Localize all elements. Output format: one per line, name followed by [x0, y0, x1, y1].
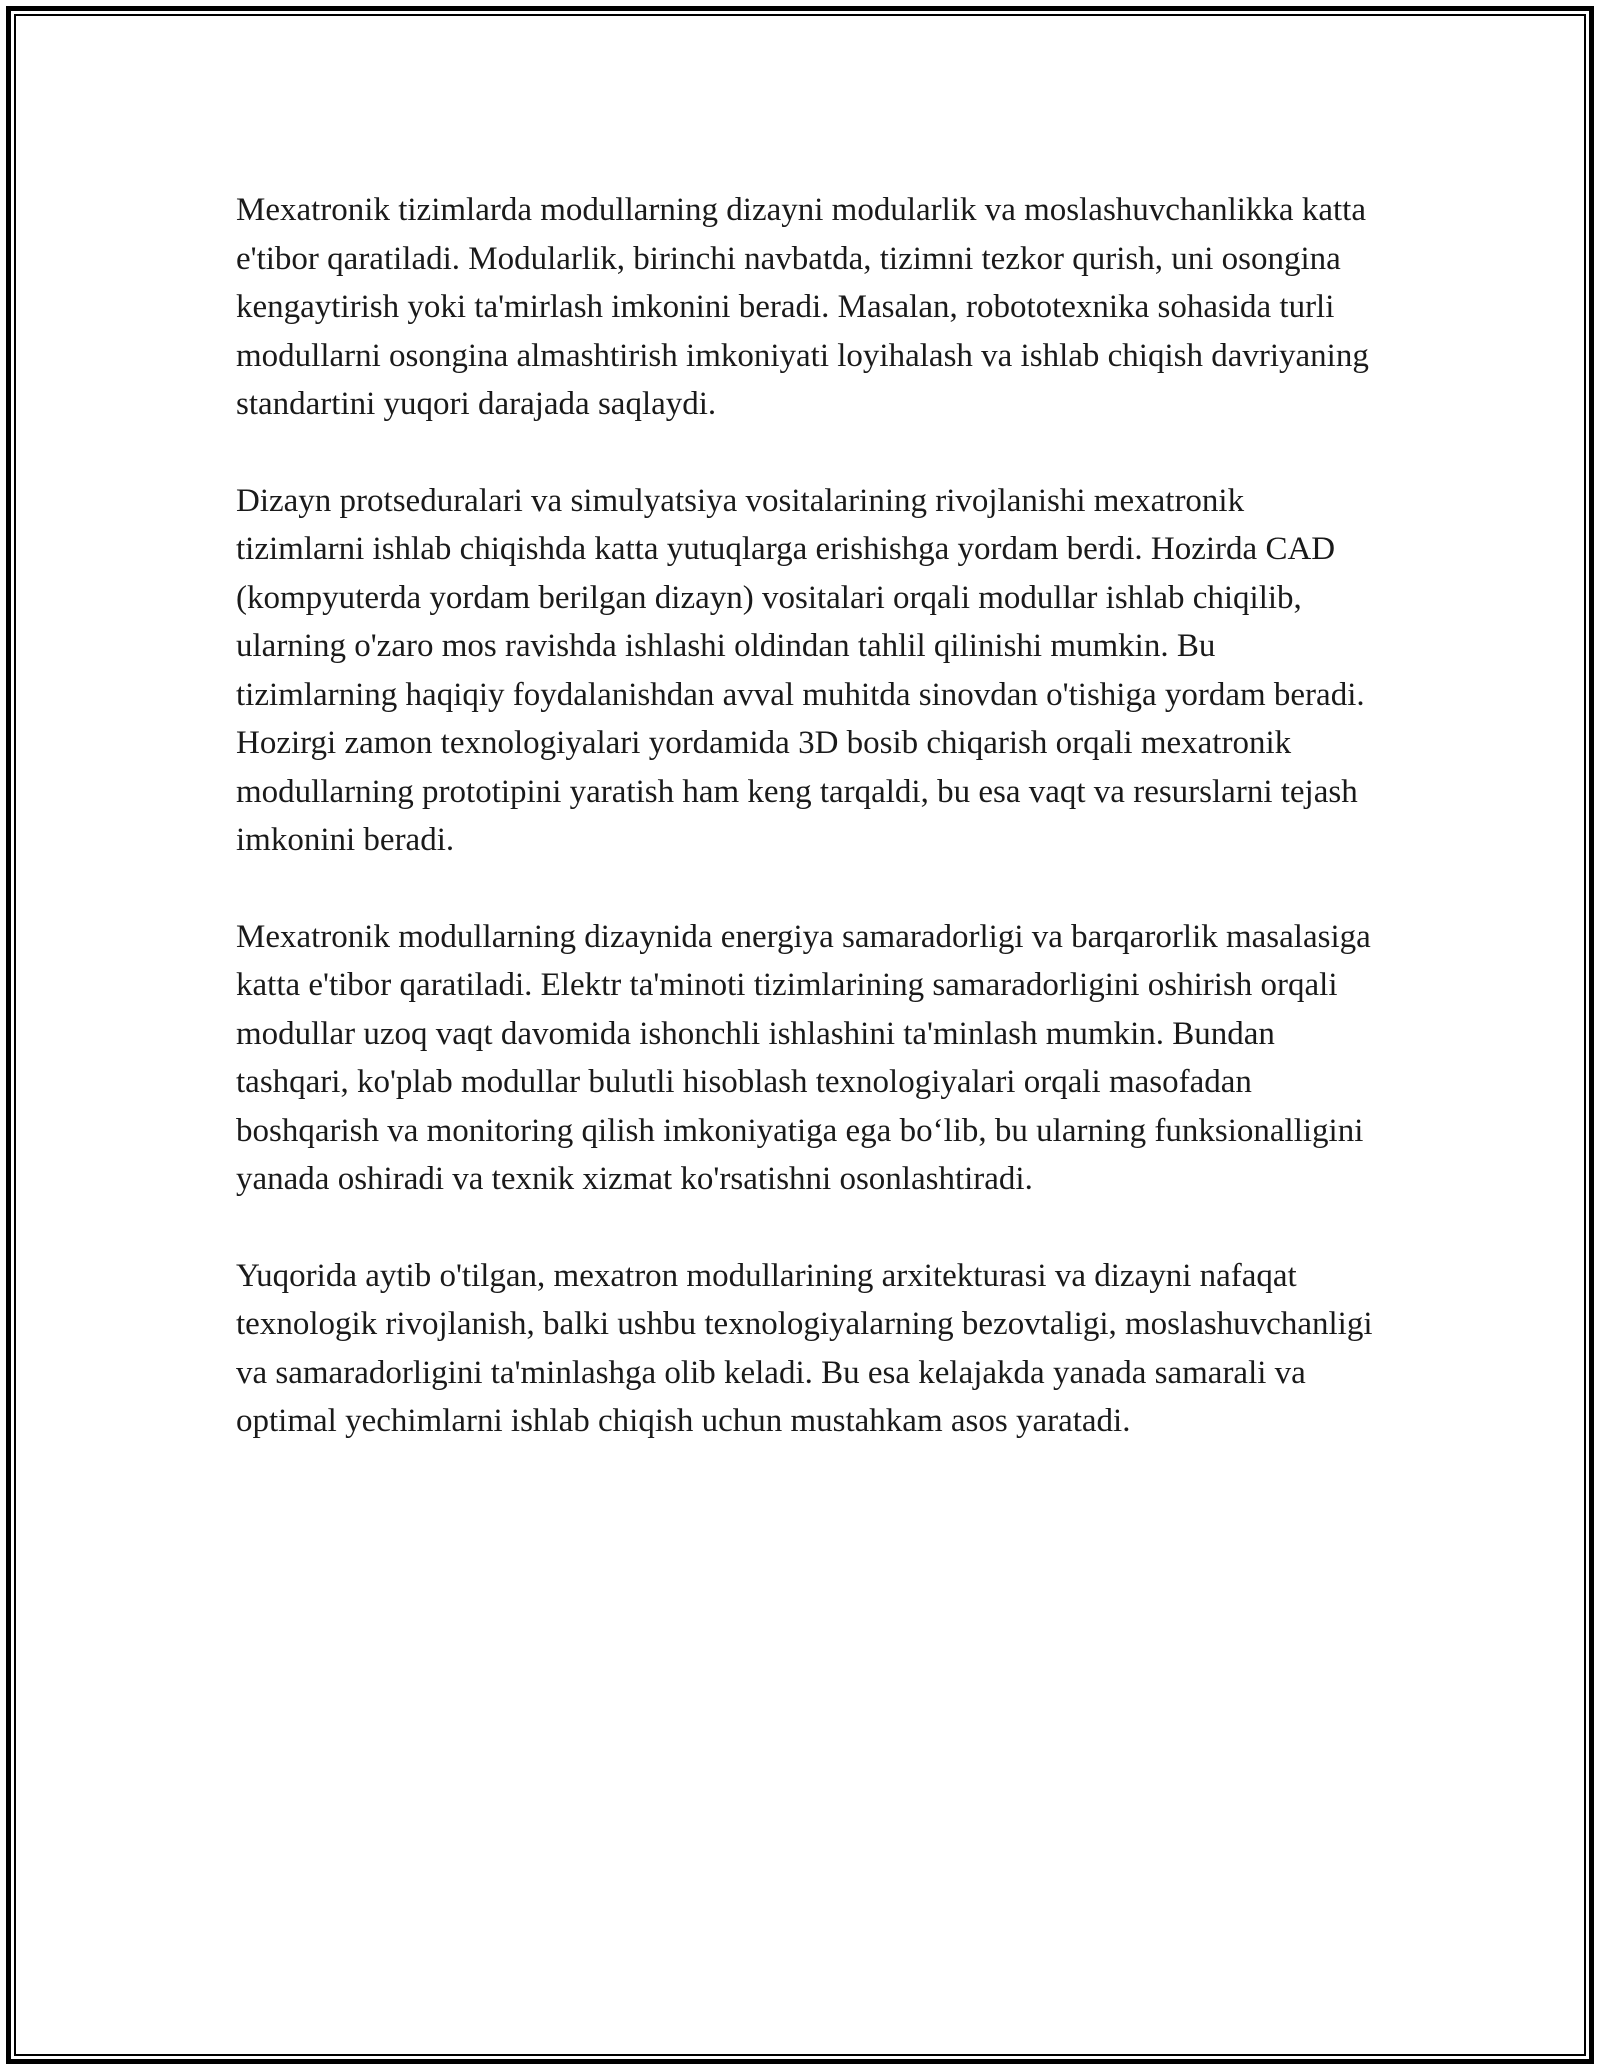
paragraph-1: Mexatronik tizimlarda modullarning dizayni modularlik va moslashuvchanlikka katta e'tibor qaratiladi. Modularlik, birinchi navbatda, tizimni tezkor qurish, uni osongina kengaytirish yoki ta'mirlash imkonini beradi. Masalan, robototexnika sohasida turli modullarni osongina almashtirish imkoniyati loyihalash va ishlab chiqish davriyaning standartini yuqori darajada saqlaydi. [236, 192, 1369, 422]
paragraph-3: Mexatronik modullarning dizaynida energiya samaradorligi va barqarorlik masalasiga katta e'tibor qaratiladi. Elektr ta'minoti tizimlarining samaradorligini oshirish orqali modullar uzoq vaqt davomida ishonchli ishlashini ta'minlash mumkin. Bundan tashqari, ko'plab modullar bulutli hisoblash texnologiyalari orqali masofadan boshqarish va monitoring qilish imkoniyatiga ega bo‘lib, bu ularning funksionalligini yanada oshiradi va texnik xizmat ko'rsatishni osonlashtiradi. [236, 918, 1371, 1197]
paragraph-2: Dizayn protseduralari va simulyatsiya vositalarining rivojlanishi mexatronik tizimlarni ishlab chiqishda katta yutuqlarga erishishga yordam berdi. Hozirda CAD (kompyuterda yordam berilgan dizayn) vositalari orqali modullar ishlab chiqilib, ularning o'zaro mos ravishda ishlashi oldindan tahlil qilinishi mumkin. Bu tizimlarning haqiqiy foydalanishdan avval muhitda sinovdan o'tishiga yordam beradi. Hozirgi zamon texnologiyalari yordamida 3D bosib chiqarish orqali mexatronik modullarning prototipini yaratish ham keng tarqaldi, bu esa vaqt va resurslarni tejash imkonini beradi. [236, 482, 1365, 858]
document-body [236, 186, 1376, 1446]
paragraph-4: Yuqorida aytib o'tilgan, mexatron modullarining arxitekturasi va dizayni nafaqat texnologik rivojlanish, balki ushbu texnologiyalarning bezovtaligi, moslashuvchanligi va samaradorligini ta'minlashga olib keladi. Bu esa kelajakda yanada samarali va optimal yechimlarni ishlab chiqish uchun mustahkam asos yaratadi. [236, 1257, 1373, 1439]
